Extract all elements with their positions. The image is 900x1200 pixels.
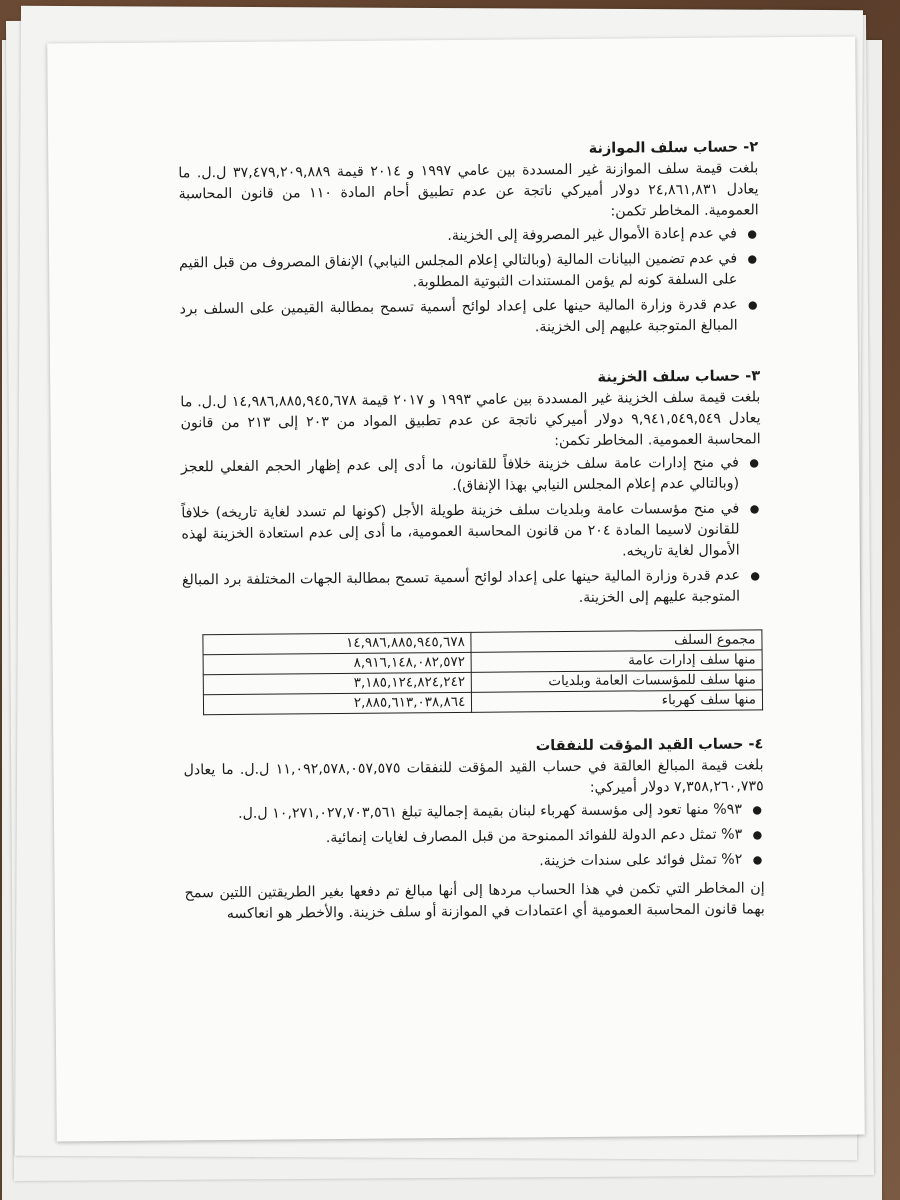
list-item: ● في منح إدارات عامة سلف خزينة خلافاً للقانون، ما أدى إلى عدم إظهار الحجم الفعلي للعجز (وبالتالي عدم إعلام المجلس النيابي بهذا الإنفاق). xyxy=(181,453,739,500)
list-item: ● في عدم تضمين البيانات المالية (وبالتالي إعلام المجلس النيابي) الإنفاق المصروف من قبل القيم على السلفة كونه لم يؤمن المستندات الثبوتية المطلوبة. xyxy=(179,249,737,296)
list-item: ● في منح مؤسسات عامة وبلديات سلف خزينة طويلة الأجل (كونها لم تسدد لغاية تاريخه) خلافاً للقانون لاسيما المادة ٢٠٤ من قانون المحاسبة العمومية، ما أدى إلى عدم استعادة الخزينة لهذه الأموال لغاية تاريخه. xyxy=(181,499,740,567)
section-heading: ٤- حساب القيد المؤقت للنفقات xyxy=(535,736,764,755)
section-paragraph: بلغت قيمة سلف الخزينة غير المسددة بين عامي ١٩٩٣ و ٢٠١٧ قيمة ١٤,٩٨٦,٨٨٥,٩٤٥,٦٧٨ ل.ل. ما يعادل ٩,٩٤١,٥٤٩,٥٤٩ دولار أميركي ناتجة عن عدم تطبيق المواد من ٢٠٣ إلى ٢١٣ من قانون المحاسبة العمومية. المخاطر تكمن: xyxy=(180,389,761,450)
list-item: ● ٣% تمثل دعم الدولة للفوائد الممنوحة من قبل المصارف لغايات إنمائية. xyxy=(184,825,742,851)
table-cell-label: مجموع السلف xyxy=(471,630,762,653)
section-paragraph: بلغت قيمة سلف الموازنة غير المسددة بين عامي ١٩٩٧ و ٢٠١٤ قيمة ٣٧,٤٧٩,٢٠٩,٨٨٩ ل.ل. ما يعادل ٢٤,٨٦١,٨٣١ دولار أميركي ناتجة عن عدم تطبيق أحام المادة ١١٠ من قانون المحاسبة العمومية. المخاطر تكمن: xyxy=(178,160,759,220)
list-item: ● ٢% تمثل فوائد على سندات خزينة. xyxy=(184,850,742,876)
list-item: ● عدم قدرة وزارة المالية حينها على إعداد لوائح أسمية تسمح بمطالبة القيمين على السلف برد المبالغ المتوجبة عليهم إلى الخزينة. xyxy=(179,295,737,342)
page-content xyxy=(178,137,765,927)
document-page xyxy=(47,36,865,1141)
bullet-list xyxy=(181,452,762,612)
list-item: ● في عدم إعادة الأموال غير المصروفة إلى الخزينة. xyxy=(179,224,737,250)
table-cell-value: ١٤,٩٨٦,٨٨٥,٩٤٥,٦٧٨ xyxy=(203,632,471,654)
section-paragraph: بلغت قيمة المبالغ العالقة في حساب القيد المؤقت للنفقات ١١,٠٩٢,٥٧٨,٠٥٧,٥٧٥ ل.ل. ما يعادل ٧,٣٥٨,٢٦٠,٧٣٥ دولار أميركي: xyxy=(183,757,764,796)
table-row xyxy=(203,690,762,715)
table-cell-label: منها سلف إدارات عامة xyxy=(471,650,762,673)
section-heading: ٣- حساب سلف الخزينة xyxy=(597,368,761,386)
bullet-list xyxy=(179,223,760,341)
list-item: ● ٩٣% منها تعود إلى مؤسسة كهرباء لبنان بقيمة إجمالية تبلغ ١٠,٢٧١,٠٢٧,٧٠٣,٥٦١ ل.ل. xyxy=(184,800,742,826)
table-cell-label: منها سلف للمؤسسات العامة وبلديات xyxy=(472,670,763,693)
table-cell-value: ٣,١٨٥,١٢٤,٨٢٤,٢٤٢ xyxy=(203,672,471,694)
table-cell-label: منها سلف كهرباء xyxy=(472,690,763,713)
advances-table xyxy=(202,629,763,715)
closing-paragraph: إن المخاطر التي تكمن في هذا الحساب مردها إلى أنها مبالغ تم دفعها بغير الطريقتين اللتين سمح بهما قانون المحاسبة العمومية أي اعتمادات في الموازنة أو سلف خزينة. والأخطر هو انعاكسه xyxy=(184,880,765,923)
table-cell-value: ٨,٩١٦,١٤٨,٠٨٢,٥٧٢ xyxy=(203,652,471,674)
section-heading: ٢- حساب سلف الموازنة xyxy=(588,139,759,157)
list-item: ● عدم قدرة وزارة المالية حينها على إعداد لوائح أسمية تسمح بمطالبة الجهات المختلفة برد المبالغ المتوجبة عليهم إلى الخزينة. xyxy=(182,566,740,613)
table-cell-value: ٢,٨٨٥,٦١٣,٠٣٨,٨٦٤ xyxy=(203,692,471,714)
bullet-list xyxy=(184,799,765,875)
